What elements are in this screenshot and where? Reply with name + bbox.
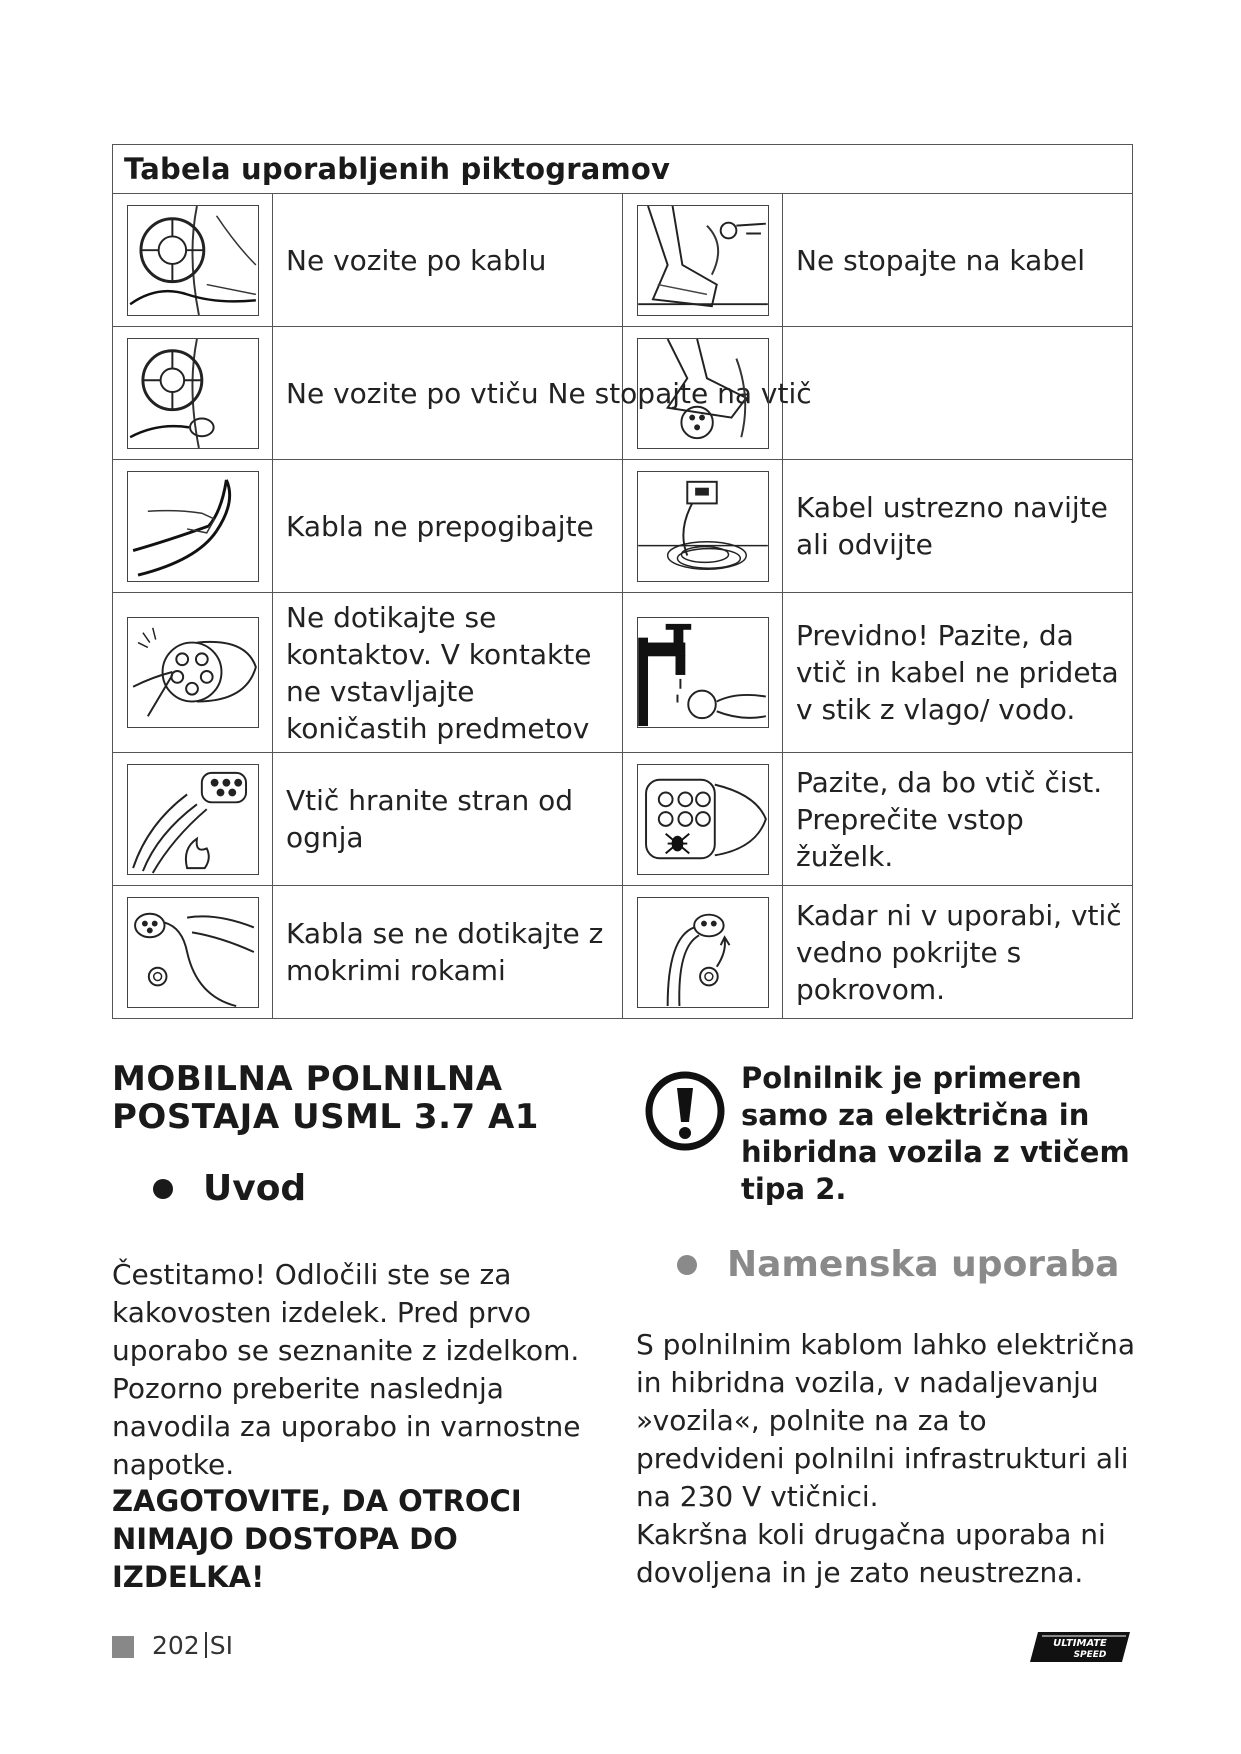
pictogram-text: Kadar ni v uporabi, vtič vedno pokrijte s pokrovom. [783, 886, 1133, 1019]
logo-text-top: ULTIMATE [1053, 1638, 1107, 1649]
table-row [113, 194, 1133, 327]
pictogram-text: Kabla se ne dotikajte z mokrimi rokami [273, 886, 623, 1019]
foot-on-plug-icon [637, 338, 769, 449]
pictogram-text: Kabel ustrezno navijte ali odvijte [783, 460, 1133, 593]
ultimate-speed-logo [1030, 1630, 1130, 1664]
page-number-value: 202 [152, 1631, 200, 1660]
pictogram-text: Ne vozite po vtiču Ne stopajte na vtič [273, 327, 623, 460]
pictogram-text: Kabla ne prepogibajte [273, 460, 623, 593]
logo-text-bottom: SPEED [1073, 1650, 1107, 1660]
car-on-plug-icon [127, 338, 259, 449]
plug-contacts-icon [127, 617, 259, 728]
pictogram-text: Ne stopajte na kabel [783, 194, 1133, 327]
intended-use-paragraph: S polnilnim kablom lahko električna in hibridna vozila, v nadaljevanju »vozila«, polnite na za to predvideni polnilni infrastrukturi ali na 230 V vtičnici. [636, 1328, 1136, 1513]
section-title: Uvod [203, 1168, 307, 1209]
pictogram-text: Ne dotikajte se kontaktov. V kontakte ne vstavljajte koničastih predmetov [273, 593, 623, 753]
table-row [113, 593, 1133, 753]
pictogram-text: Previdno! Pazite, da vtič in kabel ne prideta v stik z vlago/ vodo. [783, 593, 1133, 753]
pictogram-text [783, 327, 1133, 460]
product-heading: MOBILNA POLNILNA POSTAJA USML 3.7 A1 [112, 1059, 539, 1137]
wet-hands-icon [127, 897, 259, 1008]
fire-icon [127, 764, 259, 875]
bullet-icon [153, 1179, 173, 1199]
pictogram-text: Pazite, da bo vtič čist. Preprečite vstop žuželk. [783, 753, 1133, 886]
language-code: SI [209, 1631, 233, 1660]
table-row [113, 753, 1133, 886]
bent-cable-icon [127, 471, 259, 582]
compatibility-notice: Polnilnik je primeren samo za električna in hibridna vozila z vtičem tipa 2. [741, 1061, 1130, 1206]
foot-on-cable-icon [637, 205, 769, 316]
table-row [113, 886, 1133, 1019]
section-heading-intended-use [677, 1244, 1119, 1285]
insect-plug-icon [637, 764, 769, 875]
table-row [113, 460, 1133, 593]
pictogram-text: Vtič hranite stran od ognja [273, 753, 623, 886]
pictogram-table [112, 144, 1133, 1019]
child-warning: ZAGOTOVITE, DA OTROCI NIMAJO DOSTOPA DO IZDELKA! [112, 1484, 522, 1594]
plug-cover-icon [637, 897, 769, 1008]
section-heading-intro [153, 1168, 306, 1209]
cable-reel-icon [637, 471, 769, 582]
exclamation-warning-icon [644, 1070, 726, 1152]
section-title: Namenska uporaba [727, 1244, 1120, 1285]
water-tap-icon [637, 617, 769, 728]
misuse-paragraph: Kakršna koli drugačna uporaba ni dovoljena in je zato neustrezna. [636, 1518, 1106, 1589]
intro-paragraph: Čestitamo! Odločili ste se za kakovosten izdelek. Pred prvo uporabo se seznanite z izdelkom. Pozorno preberite naslednja navodila za uporabo in varnostne napotke. [112, 1258, 581, 1481]
intended-use-text [636, 1326, 1136, 1592]
page-number [152, 1631, 233, 1660]
footer-square-icon [112, 1636, 134, 1658]
table-title: Tabela uporabljenih piktogramov [113, 145, 1133, 194]
table-row [113, 327, 1133, 460]
footer-divider [205, 1632, 207, 1658]
pictogram-text: Ne vozite po kablu [273, 194, 623, 327]
car-on-cable-icon [127, 205, 259, 316]
bullet-icon [677, 1255, 697, 1275]
